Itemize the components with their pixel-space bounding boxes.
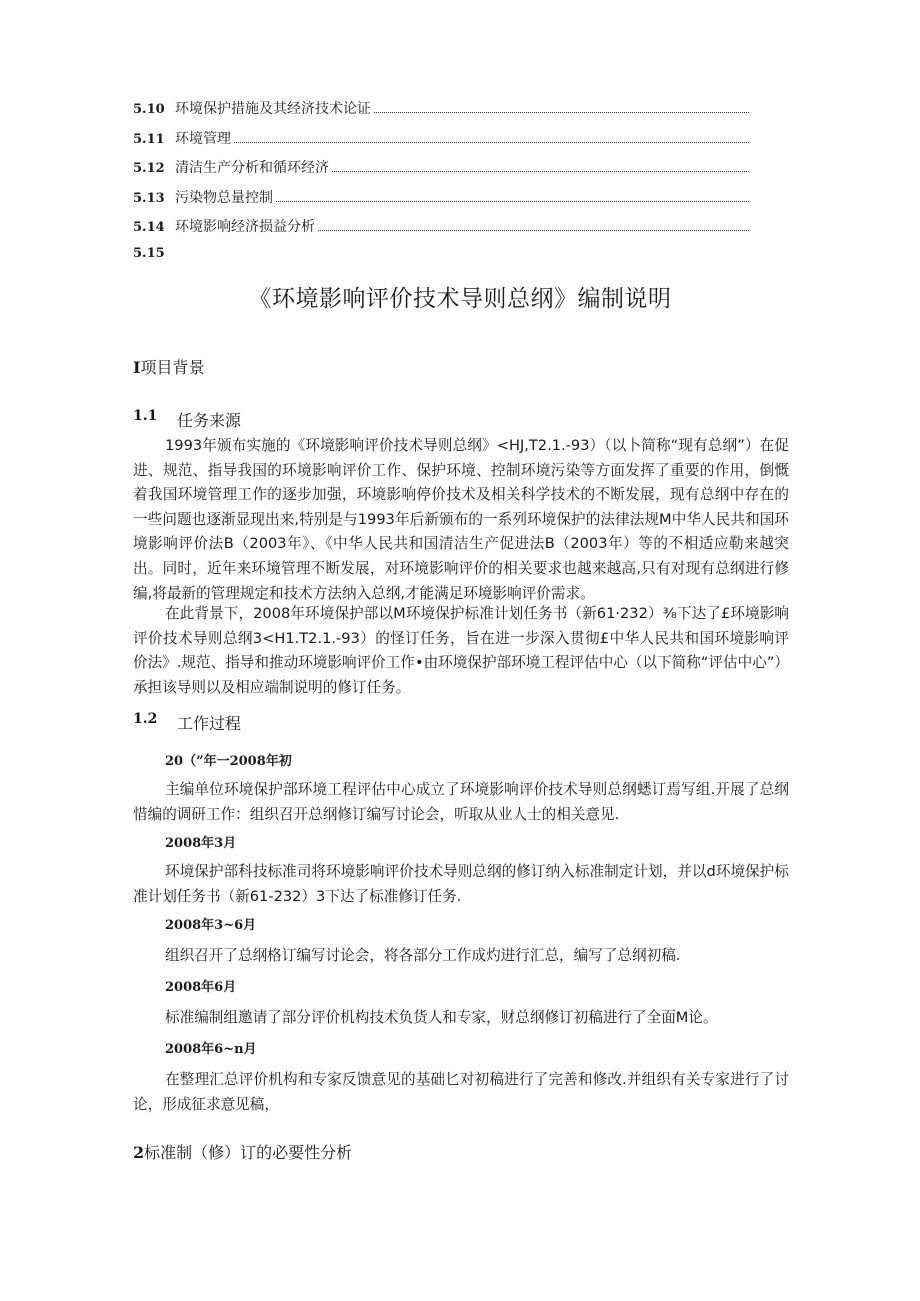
paragraph-task-source: 1993年颁布实施的《环境影响评价技术导则总纲》<HJ,T2.1.-93）（以卜简称“现有总纲”）在促进、规范、指导我国的环境影响评价工作、保护环境、控制环境污染等方面发挥了重要的作用，倒慨着我国环境管理工作的逐步加强，环境影响停价技术及相关科学技术的不断发展，现有总纲中存在的一些问题也逐渐显现出来,特别是与1993年后新颁布的一系列环境保护的法律法规M中华人民共和国环境影响评价法B（2003年》、《中华人民共和国清洁生产促进法B（2003年）等的不相适应勒来越突出。同时，近年来环境管理不断发展，对环境影响评价的相关要求也越来越高,只有对现有总纲进行修编,将最新的管理规定和技术方法纳入总纲,才能满足环境影响评价需求。 <box>133 437 789 602</box>
toc-leader <box>234 141 749 143</box>
section-number: 2 <box>133 1143 145 1162</box>
process-paragraph: 组织召开了总纲格订编写讨论会，将各部分工作成灼进行汇总，编写了总纲初稿. <box>165 947 681 964</box>
process-paragraph: 在整理汇总评价机构和专家反馈意见的基础匕对初稿进行了完善和修改.并组织有关专家进行了讨论，形成征求意见稿， <box>133 1071 789 1113</box>
toc-entry[interactable] <box>133 187 749 217</box>
toc-entry[interactable] <box>133 216 749 246</box>
process-date: 2008年3月 <box>165 836 237 851</box>
table-of-contents <box>133 98 749 276</box>
subsection-title: 任务来源 <box>177 411 242 430</box>
toc-number: 5.11 <box>133 131 165 147</box>
toc-number: 5.14 <box>133 220 165 236</box>
toc-number: 5.12 <box>133 161 165 177</box>
toc-entry[interactable] <box>133 246 749 276</box>
toc-leader <box>276 200 749 202</box>
toc-number: 5.15 <box>133 245 165 261</box>
toc-entry[interactable] <box>133 98 749 128</box>
toc-title: 环境保护措施及其经济技术论证 <box>175 101 371 117</box>
paragraph-background: 在此背景下，2008年环境保护部以M环境保护标准计划任务书（新61·232）⅜下达了£环境影响评价技术导则总纲3<H1.T2.1.-93）的怪订任务，旨在进一步深入贯彻£中华人民共和国环境影响评价法》.规范、指导和推动环境影响评价工作•由环境保护部环境工程评估中心（以下简称“评估中心”）承担该导则以及相应端制说明的修订任务。 <box>133 605 789 696</box>
section-heading-2 <box>133 1140 352 1163</box>
process-date: 2008年6月 <box>165 980 237 995</box>
process-paragraph: 环境保护部科技标准司将环境影响评价技术导则总纲的修订纳入标准制定计划，并以d环境保护标准计划任务书（新61-232）3下达了标准修订任务. <box>133 863 789 905</box>
process-paragraph: 主编单位环境保护部环境工程评估中心成立了环境影响评价技术导则总纲蟋订焉写组.开展了总纲惜编的调研工作：组织召开总纲修订编写讨论会，听取从业人士的相关意见. <box>133 781 789 823</box>
toc-number: 5.13 <box>133 190 165 206</box>
document-title: 《环境影响评价技术导则总纲》编制说明 <box>248 286 672 312</box>
section-heading-1 <box>133 355 205 378</box>
process-date: 20（”年一2008年初 <box>165 754 292 769</box>
subsection-heading-1-2 <box>133 711 241 734</box>
subsection-number: 1.1 <box>133 408 158 424</box>
toc-entry[interactable] <box>133 128 749 158</box>
process-paragraph: 标准编制组邀请了部分评价机构技术负货人和专家，财总纲修订初稿进行了全面M论。 <box>165 1009 718 1026</box>
toc-title: 环境管理 <box>175 130 231 147</box>
toc-title: 清洁生产分析和循环经济 <box>175 160 329 177</box>
toc-number: 5.10 <box>133 102 165 117</box>
toc-leader <box>332 170 749 172</box>
subsection-number: 1.2 <box>133 711 158 727</box>
subsection-title: 工作过程 <box>177 714 242 733</box>
section-title: 标准制（修）订的必要性分析 <box>144 1143 353 1162</box>
toc-title: 环境影响经济损益分析 <box>175 219 315 236</box>
process-date: 2008年3~6月 <box>165 918 257 933</box>
toc-title: 污染物总量控制 <box>175 189 273 206</box>
subsection-heading-1-1 <box>133 408 241 431</box>
toc-leader <box>374 111 749 113</box>
toc-entry[interactable] <box>133 157 749 187</box>
section-number: I <box>133 358 141 377</box>
section-title: 项目背景 <box>140 358 205 377</box>
process-date: 2008年6~n月 <box>165 1042 257 1057</box>
toc-leader <box>318 229 749 231</box>
